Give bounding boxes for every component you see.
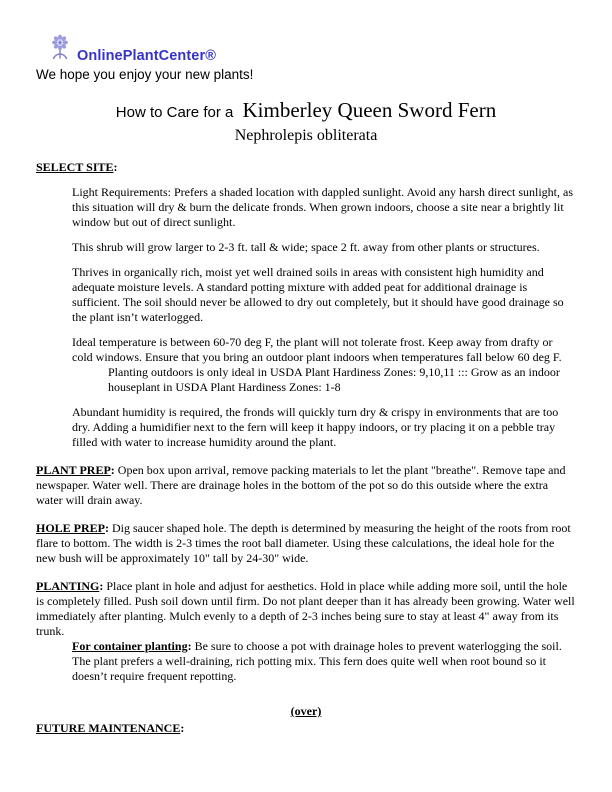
tagline: We hope you enjoy your new plants! — [36, 67, 254, 82]
brand-row — [48, 34, 576, 64]
plant-prep-heading: PLANT PREP — [36, 463, 111, 477]
colon: : — [99, 579, 104, 593]
colon: : — [105, 521, 110, 535]
light-requirements-paragraph: Light Requirements: Prefers a shaded location with dappled sunlight. Avoid any harsh direct sunlight, as this situation will dry & burn the delicate fronds. When grown indoors, choose a site near a brightly lit window but out of direct sunlight. — [72, 185, 574, 229]
soil-paragraph: Thrives in organically rich, moist yet well drained soils in areas with consistent high humidity and adequate moisture levels. A standard potting mixture with added peat for additional drainage is sufficient. The soil should never be allowed to dry out completely, but it should have good drainage so the plant isn’t waterlogged. — [72, 265, 564, 324]
plant-common-name: Kimberley Queen Sword Fern — [242, 98, 497, 122]
botanical-name: Nephrolepis obliterata — [234, 127, 378, 144]
select-site-section — [36, 160, 576, 450]
flower-logo-icon — [48, 34, 72, 64]
hardiness-zones-note: Planting outdoors is only ideal in USDA Plant Hardiness Zones: 9,10,11 ::: Grow as an indoor houseplant in USDA Plant Hardiness Zones: 1-8 — [108, 365, 560, 394]
colon: : — [180, 721, 185, 735]
planting-heading: PLANTING — [36, 579, 100, 593]
planting-body: Place plant in hole and adjust for aesthetics. Hold in place while adding more soil, until the hole is completely filled. Push soil down until firm. Do not plant deeper than it has already been growing. Water well immediately after planting. Mulch evenly to a depth of 2-3 inches being sure to stay at least 4" away from its trunk. — [36, 579, 575, 638]
document-title-block — [36, 97, 576, 146]
planting-paragraph — [36, 579, 576, 639]
container-planting-body: Be sure to choose a pot with drainage holes to prevent waterlogging the soil. The plant prefers a well-draining, rich potting mix. This fern does quite well when root bound so it doesn’t require frequent repotting. — [72, 639, 562, 683]
title-prefix: How to Care for a — [115, 104, 238, 121]
colon: : — [187, 639, 192, 653]
temperature-paragraph: Ideal temperature is between 60-70 deg F, the plant will not tolerate frost. Keep away from drafty or cold windows. Ensure that you bring an outdoor plant indoors when temperatures fall below 60 deg F. — [72, 335, 562, 364]
plant-prep-body: Open box upon arrival, remove packing materials to let the plant "breathe". Remove tape and newspaper. Water well. There are drainage holes in the bottom of the pot so do this outside where the extra water will drain away. — [36, 463, 566, 507]
container-planting-paragraph — [72, 639, 576, 684]
container-planting-heading: For container planting — [72, 639, 188, 653]
over-label-line — [36, 704, 576, 719]
brand-name: OnlinePlantCenter® — [77, 48, 216, 64]
hole-prep-paragraph — [36, 521, 576, 566]
colon: : — [110, 463, 115, 477]
letterhead — [36, 34, 576, 82]
humidity-paragraph: Abundant humidity is required, the fronds will quickly turn dry & crispy in environments that are too dry. Adding a humidifier next to the fern will keep it happy indoors, or try placing it on a pebble tray filled with water to increase humidity around the plant. — [72, 405, 559, 449]
plant-size-paragraph: This shrub will grow larger to 2-3 ft. tall & wide; space 2 ft. away from other plants or structures. — [72, 240, 540, 254]
document-title — [36, 97, 576, 126]
colon: : — [113, 160, 118, 174]
hole-prep-body: Dig saucer shaped hole. The depth is determined by measuring the height of the roots from root flare to bottom. The width is 2-3 times the root ball diameter. Using these calculations, the ideal hole for the new bush will be approximately 10" tall by 24-30" wide. — [36, 521, 571, 565]
plant-prep-paragraph — [36, 463, 576, 508]
hole-prep-heading: HOLE PREP — [36, 521, 106, 535]
future-maintenance-heading: FUTURE MAINTENANCE — [36, 721, 181, 735]
select-site-heading-line — [36, 160, 576, 175]
over-label: (over) — [290, 704, 322, 718]
select-site-heading: SELECT SITE — [36, 160, 114, 174]
future-maintenance-heading-line — [36, 721, 576, 736]
